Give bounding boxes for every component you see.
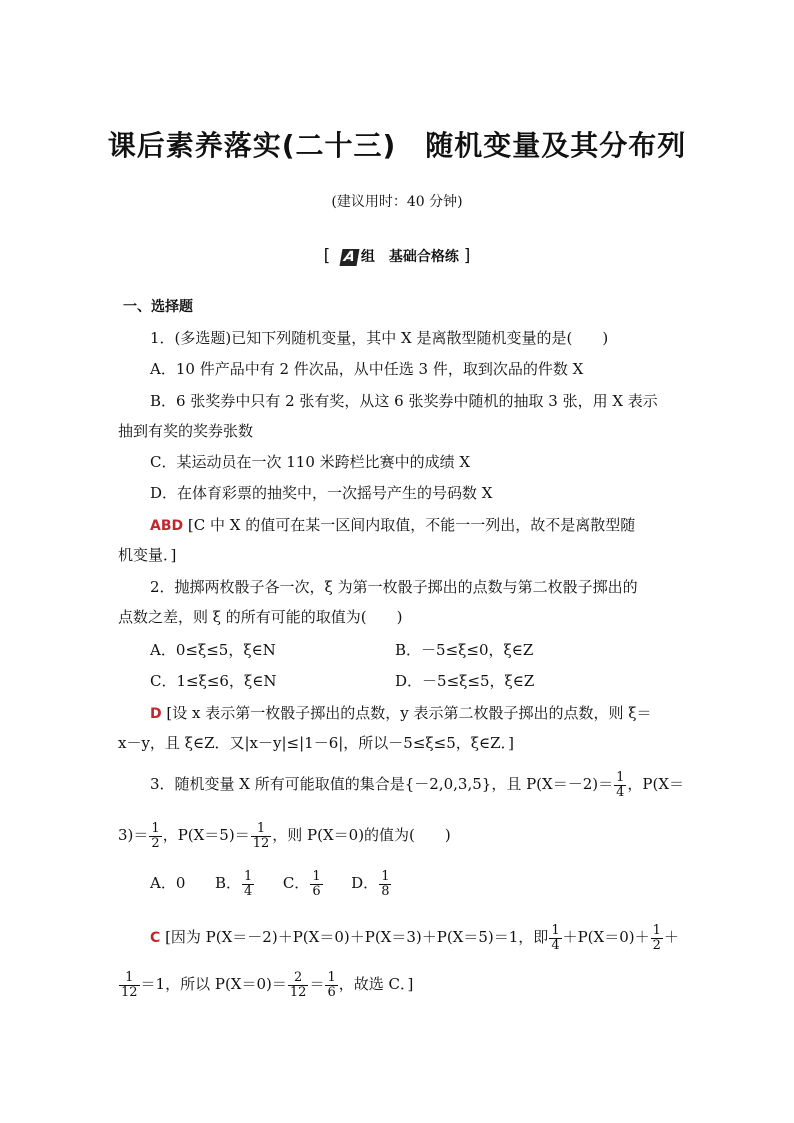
q2-answer: D — [150, 706, 162, 722]
q3-solution — [150, 920, 679, 955]
fraction-numerator: 2 — [288, 971, 309, 986]
fraction-denominator: 6 — [327, 984, 336, 1000]
fraction-denominator: 6 — [312, 883, 321, 899]
group-badge: A — [340, 249, 360, 266]
q3-explanation: [因为 P(X＝－2)＋P(X＝0)＋P(X＝3)＋P(X＝5)＝1，即 — [165, 928, 549, 946]
q3-option-d — [351, 868, 392, 899]
fraction-numerator: 1 — [551, 922, 560, 938]
fraction — [288, 971, 309, 1000]
fraction-denominator: 2 — [151, 835, 160, 851]
fraction-numerator: 1 — [151, 820, 160, 836]
q2-solution — [150, 703, 652, 724]
fraction — [379, 870, 391, 899]
q2-option-a: A．0≤ξ≤5，ξ∈N — [150, 641, 276, 659]
fraction-denominator: 12 — [289, 984, 307, 1000]
fraction-numerator: 1 — [381, 868, 390, 884]
fraction — [614, 771, 626, 800]
q3-explanation: ＝ — [309, 975, 325, 993]
fraction-numerator: 1 — [327, 969, 336, 985]
fraction-numerator: 1 — [243, 868, 253, 884]
fraction — [325, 971, 337, 1000]
q3-options — [150, 866, 392, 900]
q2-stem: 2．抛掷两枚骰子各一次，ξ 为第一枚骰子掷出的点数与第二枚骰子掷出的 — [150, 578, 638, 596]
option-label: B． — [214, 874, 241, 892]
q3-stem-text: ，P(X＝ — [627, 775, 685, 793]
fraction — [242, 870, 254, 899]
fraction — [251, 822, 272, 851]
fraction-denominator: 12 — [121, 984, 138, 1000]
q3-explanation: ＋ — [663, 928, 679, 946]
bracket-left: [ — [323, 246, 331, 266]
group-label: 组 基础合格练 — [360, 249, 459, 265]
fraction-denominator: 4 — [551, 937, 560, 953]
q3-explanation: ，故选 C．] — [338, 975, 414, 993]
q2-option-d: D．－5≤ξ≤5，ξ∈Z — [395, 672, 535, 690]
q3-answer: C — [150, 930, 161, 946]
q3-option-a: A．0 — [150, 874, 186, 892]
q3-stem-cont — [118, 818, 451, 852]
q1-answer: ABD — [150, 518, 184, 534]
group-banner — [0, 246, 794, 267]
fraction-numerator: 1 — [119, 971, 140, 986]
q3-explanation: ＝1，所以 P(X＝0)＝ — [140, 975, 287, 993]
page-title: 课后素养落实(二十三) 随机变量及其分布列 — [107, 129, 687, 162]
q1-option-c: C．某运动员在一次 110 米跨栏比赛中的成绩 X — [150, 453, 471, 471]
q2-explanation: [设 x 表示第一枚骰子掷出的点数，y 表示第二枚骰子掷出的点数，则 ξ＝ — [166, 704, 652, 722]
q3-stem — [150, 767, 684, 801]
q3-option-c — [282, 868, 324, 899]
fraction — [651, 924, 663, 953]
fraction-denominator: 12 — [252, 835, 270, 851]
option-label: D． — [351, 874, 379, 892]
q2-stem-cont: 点数之差，则 ξ 的所有可能的取值为( ) — [118, 608, 403, 626]
q1-solution — [150, 515, 635, 536]
fraction — [119, 971, 140, 1000]
q1-option-b: B．6 张奖券中只有 2 张有奖，从这 6 张奖券中随机的抽取 3 张，用 X 表示 — [150, 392, 658, 410]
q1-stem: 1．(多选题)已知下列随机变量，其中 X 是离散型随机变量的是( ) — [150, 329, 609, 347]
q2-option-b: B．－5≤ξ≤0，ξ∈Z — [395, 641, 534, 659]
q3-solution-cont — [118, 967, 413, 1001]
fraction-denominator: 4 — [616, 784, 625, 800]
fraction-numerator: 1 — [652, 922, 661, 938]
fraction-numerator: 1 — [251, 822, 272, 837]
fraction-denominator: 8 — [381, 883, 390, 899]
q2-option-c: C．1≤ξ≤6，ξ∈N — [150, 672, 277, 690]
q3-stem-text: 3．随机变量 X 所有可能取值的集合是{－2,0,3,5}，且 P(X＝－2)＝ — [150, 775, 614, 793]
q1-option-a: A．10 件产品中有 2 件次品，从中任选 3 件，取到次品的件数 X — [150, 360, 584, 378]
q1-option-d: D．在体育彩票的抽奖中，一次摇号产生的号码数 X — [150, 484, 493, 502]
fraction-numerator: 1 — [616, 769, 625, 785]
q3-stem-text: 3)＝ — [118, 826, 149, 844]
fraction — [149, 822, 161, 851]
fraction-denominator: 2 — [652, 937, 661, 953]
q3-stem-text: ，P(X＝5)＝ — [162, 826, 250, 844]
suggested-time: (建议用时：40 分钟) — [331, 194, 463, 210]
q3-option-b — [214, 868, 255, 899]
fraction-numerator: 1 — [312, 868, 321, 884]
bracket-right: ] — [463, 246, 471, 266]
q1-option-b-cont: 抽到有奖的奖券张数 — [118, 422, 254, 440]
fraction-denominator: 4 — [243, 883, 253, 899]
q1-explanation-cont: 机变量．] — [118, 546, 177, 564]
section-heading: 一、选择题 — [123, 299, 193, 315]
fraction — [310, 870, 322, 899]
q3-stem-text: ，则 P(X＝0)的值为( ) — [272, 826, 451, 844]
q2-explanation-cont: x－y，且 ξ∈Z．又|x－y|≤|1－6|，所以－5≤ξ≤5，ξ∈Z．] — [118, 734, 514, 752]
q1-explanation: [C 中 X 的值可在某一区间内取值，不能一一列出，故不是离散型随 — [187, 516, 636, 534]
q3-explanation: ＋P(X＝0)＋ — [562, 928, 650, 946]
option-label: C． — [282, 874, 310, 892]
fraction — [549, 924, 561, 953]
